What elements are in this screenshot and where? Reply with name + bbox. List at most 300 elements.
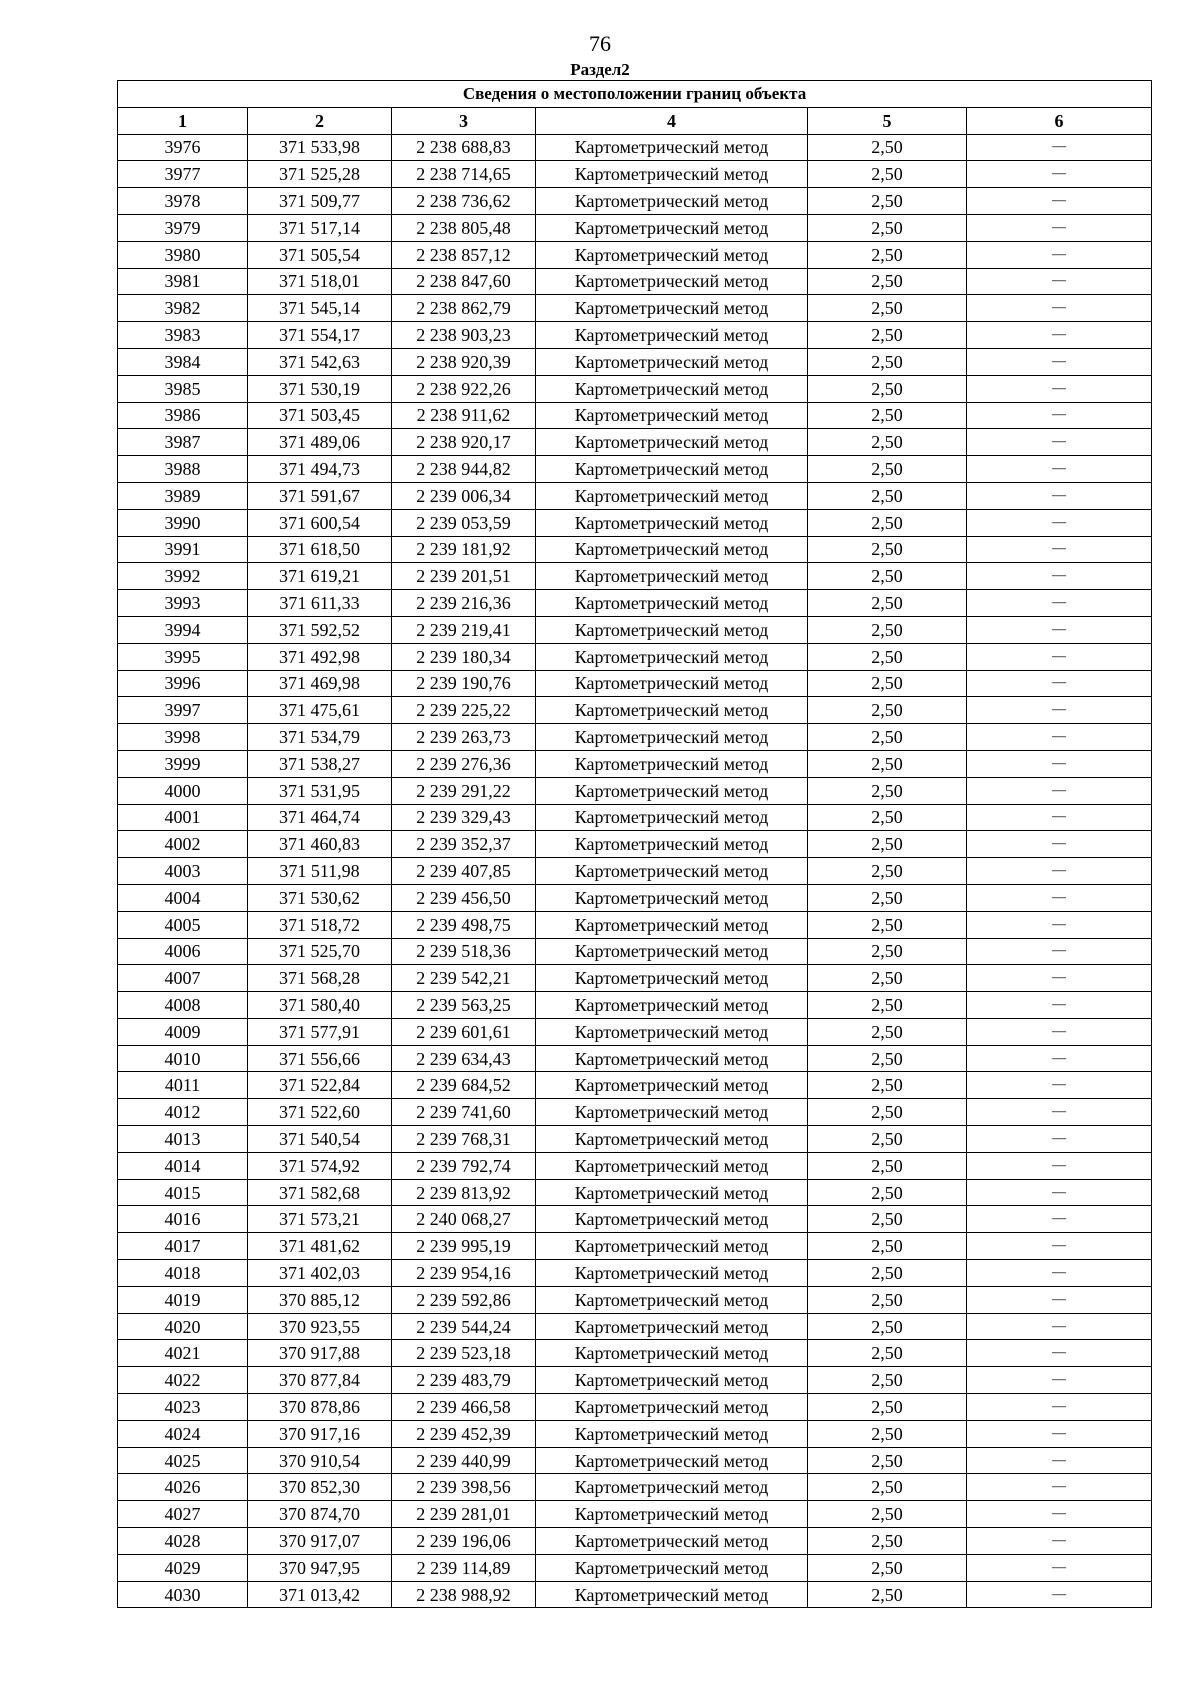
method-cell: Картометрический метод (536, 1286, 808, 1313)
method-cell: Картометрический метод (536, 161, 808, 188)
y-coordinate-cell: 2 239 398,56 (392, 1474, 536, 1501)
note-cell: — (967, 1447, 1152, 1474)
y-coordinate-cell: 2 238 847,60 (392, 268, 536, 295)
method-cell: Картометрический метод (536, 992, 808, 1019)
point-number-cell: 4011 (118, 1072, 248, 1099)
point-number-cell: 4029 (118, 1554, 248, 1581)
accuracy-cell: 2,50 (808, 295, 967, 322)
y-coordinate-cell: 2 239 498,75 (392, 911, 536, 938)
x-coordinate-cell: 370 852,30 (248, 1474, 392, 1501)
y-coordinate-cell: 2 239 544,24 (392, 1313, 536, 1340)
method-cell: Картометрический метод (536, 590, 808, 617)
point-number-cell: 3987 (118, 429, 248, 456)
note-cell: — (967, 1474, 1152, 1501)
y-coordinate-cell: 2 239 592,86 (392, 1286, 536, 1313)
x-coordinate-cell: 371 554,17 (248, 322, 392, 349)
method-cell: Картометрический метод (536, 1045, 808, 1072)
point-number-cell: 4020 (118, 1313, 248, 1340)
table-row (118, 1206, 1152, 1233)
point-number-cell: 4016 (118, 1206, 248, 1233)
accuracy-cell: 2,50 (808, 858, 967, 885)
table-row (118, 858, 1152, 885)
note-cell: — (967, 992, 1152, 1019)
table-row (118, 1179, 1152, 1206)
note-cell: — (967, 777, 1152, 804)
note-cell: — (967, 1072, 1152, 1099)
method-cell: Картометрический метод (536, 1501, 808, 1528)
x-coordinate-cell: 370 947,95 (248, 1554, 392, 1581)
table-row (118, 268, 1152, 295)
y-coordinate-cell: 2 239 518,36 (392, 938, 536, 965)
y-coordinate-cell: 2 239 452,39 (392, 1420, 536, 1447)
accuracy-cell: 2,50 (808, 536, 967, 563)
method-cell: Картометрический метод (536, 831, 808, 858)
method-cell: Картометрический метод (536, 858, 808, 885)
note-cell: — (967, 1528, 1152, 1555)
note-cell: — (967, 670, 1152, 697)
point-number-cell: 3982 (118, 295, 248, 322)
note-cell: — (967, 938, 1152, 965)
accuracy-cell: 2,50 (808, 697, 967, 724)
column-header: 5 (808, 107, 967, 134)
x-coordinate-cell: 370 874,70 (248, 1501, 392, 1528)
x-coordinate-cell: 370 917,16 (248, 1420, 392, 1447)
method-cell: Картометрический метод (536, 697, 808, 724)
x-coordinate-cell: 371 533,98 (248, 134, 392, 161)
note-cell: — (967, 1394, 1152, 1421)
accuracy-cell: 2,50 (808, 1286, 967, 1313)
method-cell: Картометрический метод (536, 134, 808, 161)
method-cell: Картометрический метод (536, 1581, 808, 1608)
column-header: 4 (536, 107, 808, 134)
accuracy-cell: 2,50 (808, 1045, 967, 1072)
method-cell: Картометрический метод (536, 268, 808, 295)
accuracy-cell: 2,50 (808, 509, 967, 536)
table-row (118, 161, 1152, 188)
point-number-cell: 3991 (118, 536, 248, 563)
x-coordinate-cell: 371 540,54 (248, 1126, 392, 1153)
y-coordinate-cell: 2 239 006,34 (392, 482, 536, 509)
table-row (118, 777, 1152, 804)
x-coordinate-cell: 371 489,06 (248, 429, 392, 456)
method-cell: Картометрический метод (536, 938, 808, 965)
table-row (118, 1340, 1152, 1367)
table-row (118, 322, 1152, 349)
note-cell: — (967, 911, 1152, 938)
y-coordinate-cell: 2 239 216,36 (392, 590, 536, 617)
point-number-cell: 3993 (118, 590, 248, 617)
method-cell: Картометрический метод (536, 804, 808, 831)
table-row (118, 295, 1152, 322)
y-coordinate-cell: 2 239 281,01 (392, 1501, 536, 1528)
y-coordinate-cell: 2 239 466,58 (392, 1394, 536, 1421)
accuracy-cell: 2,50 (808, 884, 967, 911)
note-cell: — (967, 1581, 1152, 1608)
point-number-cell: 3988 (118, 456, 248, 483)
method-cell: Картометрический метод (536, 1233, 808, 1260)
method-cell: Картометрический метод (536, 188, 808, 215)
note-cell: — (967, 295, 1152, 322)
x-coordinate-cell: 371 013,42 (248, 1581, 392, 1608)
accuracy-cell: 2,50 (808, 590, 967, 617)
accuracy-cell: 2,50 (808, 1260, 967, 1287)
note-cell: — (967, 536, 1152, 563)
note-cell: — (967, 1206, 1152, 1233)
accuracy-cell: 2,50 (808, 1581, 967, 1608)
point-number-cell: 4000 (118, 777, 248, 804)
y-coordinate-cell: 2 239 196,06 (392, 1528, 536, 1555)
x-coordinate-cell: 370 910,54 (248, 1447, 392, 1474)
table-row (118, 804, 1152, 831)
table-row (118, 1394, 1152, 1421)
y-coordinate-cell: 2 239 263,73 (392, 724, 536, 751)
method-cell: Картометрический метод (536, 750, 808, 777)
y-coordinate-cell: 2 239 329,43 (392, 804, 536, 831)
accuracy-cell: 2,50 (808, 1394, 967, 1421)
point-number-cell: 4027 (118, 1501, 248, 1528)
table-row (118, 1126, 1152, 1153)
x-coordinate-cell: 371 574,92 (248, 1152, 392, 1179)
x-coordinate-cell: 371 525,28 (248, 161, 392, 188)
y-coordinate-cell: 2 239 181,92 (392, 536, 536, 563)
accuracy-cell: 2,50 (808, 482, 967, 509)
point-number-cell: 4010 (118, 1045, 248, 1072)
table-row (118, 992, 1152, 1019)
method-cell: Картометрический метод (536, 375, 808, 402)
method-cell: Картометрический метод (536, 1420, 808, 1447)
y-coordinate-cell: 2 239 813,92 (392, 1179, 536, 1206)
accuracy-cell: 2,50 (808, 1474, 967, 1501)
method-cell: Картометрический метод (536, 724, 808, 751)
x-coordinate-cell: 371 530,62 (248, 884, 392, 911)
y-coordinate-cell: 2 238 714,65 (392, 161, 536, 188)
y-coordinate-cell: 2 238 805,48 (392, 214, 536, 241)
accuracy-cell: 2,50 (808, 402, 967, 429)
x-coordinate-cell: 371 518,72 (248, 911, 392, 938)
table-row (118, 456, 1152, 483)
table-row (118, 911, 1152, 938)
note-cell: — (967, 1179, 1152, 1206)
point-number-cell: 3984 (118, 348, 248, 375)
table-row (118, 482, 1152, 509)
accuracy-cell: 2,50 (808, 750, 967, 777)
table-row (118, 1447, 1152, 1474)
point-number-cell: 4003 (118, 858, 248, 885)
point-number-cell: 3990 (118, 509, 248, 536)
accuracy-cell: 2,50 (808, 134, 967, 161)
point-number-cell: 3976 (118, 134, 248, 161)
y-coordinate-cell: 2 239 456,50 (392, 884, 536, 911)
table-row (118, 1260, 1152, 1287)
x-coordinate-cell: 371 518,01 (248, 268, 392, 295)
method-cell: Картометрический метод (536, 1126, 808, 1153)
table-row (118, 831, 1152, 858)
note-cell: — (967, 1340, 1152, 1367)
point-number-cell: 3980 (118, 241, 248, 268)
x-coordinate-cell: 370 878,86 (248, 1394, 392, 1421)
method-cell: Картометрический метод (536, 884, 808, 911)
point-number-cell: 3977 (118, 161, 248, 188)
y-coordinate-cell: 2 239 768,31 (392, 1126, 536, 1153)
point-number-cell: 4024 (118, 1420, 248, 1447)
method-cell: Картометрический метод (536, 1179, 808, 1206)
x-coordinate-cell: 371 573,21 (248, 1206, 392, 1233)
method-cell: Картометрический метод (536, 1340, 808, 1367)
accuracy-cell: 2,50 (808, 1233, 967, 1260)
method-cell: Картометрический метод (536, 1554, 808, 1581)
x-coordinate-cell: 371 503,45 (248, 402, 392, 429)
point-number-cell: 3978 (118, 188, 248, 215)
method-cell: Картометрический метод (536, 777, 808, 804)
accuracy-cell: 2,50 (808, 938, 967, 965)
point-number-cell: 4026 (118, 1474, 248, 1501)
y-coordinate-cell: 2 240 068,27 (392, 1206, 536, 1233)
note-cell: — (967, 1018, 1152, 1045)
table-row (118, 670, 1152, 697)
method-cell: Картометрический метод (536, 241, 808, 268)
note-cell: — (967, 1367, 1152, 1394)
y-coordinate-cell: 2 238 920,17 (392, 429, 536, 456)
accuracy-cell: 2,50 (808, 375, 967, 402)
accuracy-cell: 2,50 (808, 1501, 967, 1528)
note-cell: — (967, 402, 1152, 429)
y-coordinate-cell: 2 239 634,43 (392, 1045, 536, 1072)
method-cell: Картометрический метод (536, 322, 808, 349)
point-number-cell: 4022 (118, 1367, 248, 1394)
note-cell: — (967, 750, 1152, 777)
x-coordinate-cell: 370 877,84 (248, 1367, 392, 1394)
note-cell: — (967, 1152, 1152, 1179)
accuracy-cell: 2,50 (808, 992, 967, 1019)
note-cell: — (967, 214, 1152, 241)
table-row (118, 884, 1152, 911)
x-coordinate-cell: 371 582,68 (248, 1179, 392, 1206)
x-coordinate-cell: 371 475,61 (248, 697, 392, 724)
x-coordinate-cell: 370 885,12 (248, 1286, 392, 1313)
table-row (118, 509, 1152, 536)
table-row (118, 1367, 1152, 1394)
accuracy-cell: 2,50 (808, 1206, 967, 1233)
accuracy-cell: 2,50 (808, 1072, 967, 1099)
x-coordinate-cell: 370 917,88 (248, 1340, 392, 1367)
note-cell: — (967, 831, 1152, 858)
x-coordinate-cell: 371 542,63 (248, 348, 392, 375)
point-number-cell: 3983 (118, 322, 248, 349)
x-coordinate-cell: 371 522,84 (248, 1072, 392, 1099)
point-number-cell: 4025 (118, 1447, 248, 1474)
point-number-cell: 4023 (118, 1394, 248, 1421)
y-coordinate-cell: 2 239 684,52 (392, 1072, 536, 1099)
column-header: 6 (967, 107, 1152, 134)
table-row (118, 1313, 1152, 1340)
table-row (118, 965, 1152, 992)
accuracy-cell: 2,50 (808, 1099, 967, 1126)
x-coordinate-cell: 371 481,62 (248, 1233, 392, 1260)
x-coordinate-cell: 370 923,55 (248, 1313, 392, 1340)
point-number-cell: 4019 (118, 1286, 248, 1313)
note-cell: — (967, 509, 1152, 536)
note-cell: — (967, 134, 1152, 161)
table-row (118, 724, 1152, 751)
accuracy-cell: 2,50 (808, 1179, 967, 1206)
x-coordinate-cell: 371 568,28 (248, 965, 392, 992)
y-coordinate-cell: 2 238 688,83 (392, 134, 536, 161)
note-cell: — (967, 1099, 1152, 1126)
note-cell: — (967, 429, 1152, 456)
point-number-cell: 4028 (118, 1528, 248, 1555)
method-cell: Картометрический метод (536, 1099, 808, 1126)
accuracy-cell: 2,50 (808, 1340, 967, 1367)
note-cell: — (967, 375, 1152, 402)
point-number-cell: 3985 (118, 375, 248, 402)
y-coordinate-cell: 2 238 988,92 (392, 1581, 536, 1608)
y-coordinate-cell: 2 239 180,34 (392, 643, 536, 670)
table-caption-row (118, 81, 1152, 108)
x-coordinate-cell: 371 522,60 (248, 1099, 392, 1126)
y-coordinate-cell: 2 239 483,79 (392, 1367, 536, 1394)
y-coordinate-cell: 2 239 601,61 (392, 1018, 536, 1045)
note-cell: — (967, 1286, 1152, 1313)
column-header: 1 (118, 107, 248, 134)
y-coordinate-cell: 2 239 440,99 (392, 1447, 536, 1474)
table-row (118, 402, 1152, 429)
method-cell: Картометрический метод (536, 911, 808, 938)
method-cell: Картометрический метод (536, 563, 808, 590)
accuracy-cell: 2,50 (808, 1018, 967, 1045)
note-cell: — (967, 1501, 1152, 1528)
accuracy-cell: 2,50 (808, 670, 967, 697)
note-cell: — (967, 884, 1152, 911)
point-number-cell: 4005 (118, 911, 248, 938)
accuracy-cell: 2,50 (808, 831, 967, 858)
y-coordinate-cell: 2 239 225,22 (392, 697, 536, 724)
note-cell: — (967, 1420, 1152, 1447)
point-number-cell: 3994 (118, 616, 248, 643)
x-coordinate-cell: 371 580,40 (248, 992, 392, 1019)
method-cell: Картометрический метод (536, 456, 808, 483)
accuracy-cell: 2,50 (808, 777, 967, 804)
section-title: Раздел2 (570, 60, 630, 79)
table-row (118, 1286, 1152, 1313)
method-cell: Картометрический метод (536, 1474, 808, 1501)
note-cell: — (967, 482, 1152, 509)
y-coordinate-cell: 2 238 857,12 (392, 241, 536, 268)
note-cell: — (967, 322, 1152, 349)
y-coordinate-cell: 2 238 944,82 (392, 456, 536, 483)
note-cell: — (967, 1313, 1152, 1340)
y-coordinate-cell: 2 238 922,26 (392, 375, 536, 402)
x-coordinate-cell: 371 577,91 (248, 1018, 392, 1045)
x-coordinate-cell: 371 469,98 (248, 670, 392, 697)
column-header: 2 (248, 107, 392, 134)
accuracy-cell: 2,50 (808, 911, 967, 938)
accuracy-cell: 2,50 (808, 429, 967, 456)
y-coordinate-cell: 2 239 352,37 (392, 831, 536, 858)
accuracy-cell: 2,50 (808, 214, 967, 241)
y-coordinate-cell: 2 239 741,60 (392, 1099, 536, 1126)
method-cell: Картометрический метод (536, 1313, 808, 1340)
x-coordinate-cell: 371 525,70 (248, 938, 392, 965)
y-coordinate-cell: 2 239 114,89 (392, 1554, 536, 1581)
note-cell: — (967, 241, 1152, 268)
accuracy-cell: 2,50 (808, 1313, 967, 1340)
method-cell: Картометрический метод (536, 1206, 808, 1233)
accuracy-cell: 2,50 (808, 161, 967, 188)
table-row (118, 348, 1152, 375)
note-cell: — (967, 161, 1152, 188)
method-cell: Картометрический метод (536, 670, 808, 697)
x-coordinate-cell: 371 402,03 (248, 1260, 392, 1287)
table-row (118, 1152, 1152, 1179)
accuracy-cell: 2,50 (808, 1126, 967, 1153)
method-cell: Картометрический метод (536, 643, 808, 670)
y-coordinate-cell: 2 239 792,74 (392, 1152, 536, 1179)
y-coordinate-cell: 2 239 276,36 (392, 750, 536, 777)
x-coordinate-cell: 370 917,07 (248, 1528, 392, 1555)
method-cell: Картометрический метод (536, 536, 808, 563)
method-cell: Картометрический метод (536, 482, 808, 509)
x-coordinate-cell: 371 517,14 (248, 214, 392, 241)
method-cell: Картометрический метод (536, 1528, 808, 1555)
accuracy-cell: 2,50 (808, 241, 967, 268)
point-number-cell: 3979 (118, 214, 248, 241)
x-coordinate-cell: 371 460,83 (248, 831, 392, 858)
method-cell: Картометрический метод (536, 616, 808, 643)
note-cell: — (967, 1554, 1152, 1581)
point-number-cell: 3989 (118, 482, 248, 509)
table-row (118, 1099, 1152, 1126)
note-cell: — (967, 1126, 1152, 1153)
table-row (118, 188, 1152, 215)
table-row (118, 241, 1152, 268)
table-row (118, 536, 1152, 563)
accuracy-cell: 2,50 (808, 616, 967, 643)
point-number-cell: 3995 (118, 643, 248, 670)
x-coordinate-cell: 371 556,66 (248, 1045, 392, 1072)
y-coordinate-cell: 2 238 920,39 (392, 348, 536, 375)
accuracy-cell: 2,50 (808, 804, 967, 831)
accuracy-cell: 2,50 (808, 724, 967, 751)
x-coordinate-cell: 371 591,67 (248, 482, 392, 509)
table-row (118, 1474, 1152, 1501)
x-coordinate-cell: 371 592,52 (248, 616, 392, 643)
point-number-cell: 4021 (118, 1340, 248, 1367)
table-row (118, 214, 1152, 241)
x-coordinate-cell: 371 531,95 (248, 777, 392, 804)
accuracy-cell: 2,50 (808, 965, 967, 992)
note-cell: — (967, 1260, 1152, 1287)
table-row (118, 1018, 1152, 1045)
point-number-cell: 4007 (118, 965, 248, 992)
note-cell: — (967, 965, 1152, 992)
y-coordinate-cell: 2 239 190,76 (392, 670, 536, 697)
accuracy-cell: 2,50 (808, 322, 967, 349)
method-cell: Картометрический метод (536, 1072, 808, 1099)
table-row (118, 616, 1152, 643)
table-row (118, 1045, 1152, 1072)
boundary-coordinates-table (117, 80, 1152, 1608)
table-row (118, 375, 1152, 402)
note-cell: — (967, 348, 1152, 375)
y-coordinate-cell: 2 239 542,21 (392, 965, 536, 992)
method-cell: Картометрический метод (536, 402, 808, 429)
x-coordinate-cell: 371 619,21 (248, 563, 392, 590)
x-coordinate-cell: 371 509,77 (248, 188, 392, 215)
note-cell: — (967, 804, 1152, 831)
y-coordinate-cell: 2 238 862,79 (392, 295, 536, 322)
accuracy-cell: 2,50 (808, 1152, 967, 1179)
x-coordinate-cell: 371 534,79 (248, 724, 392, 751)
